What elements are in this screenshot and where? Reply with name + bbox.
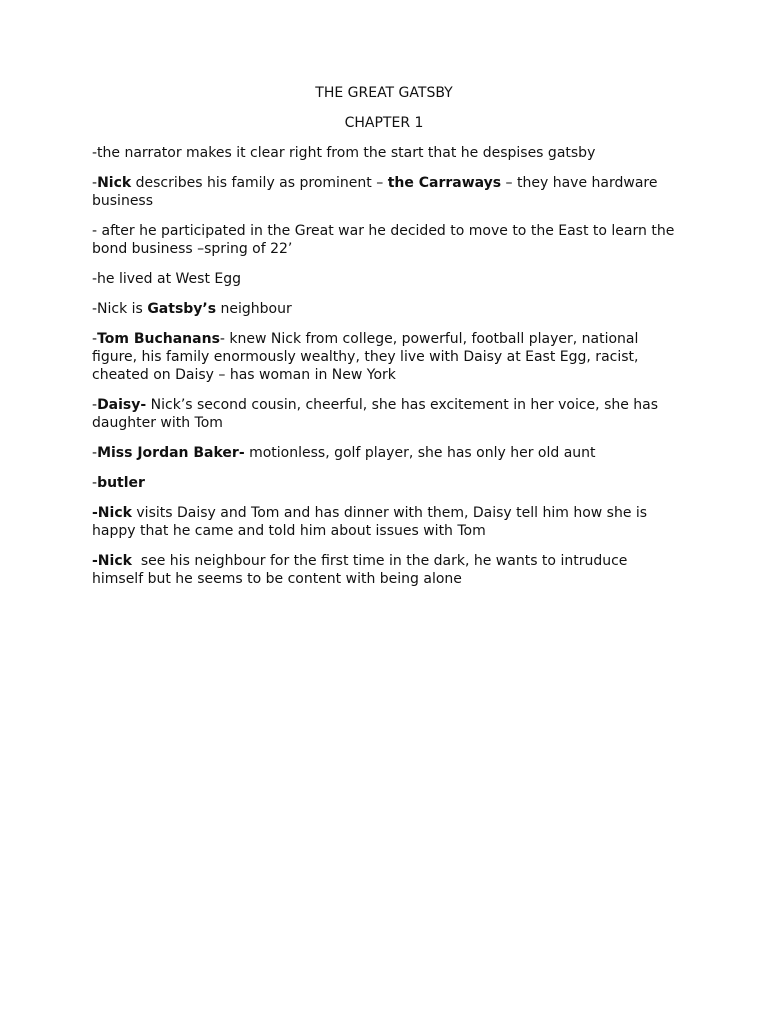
text-run: motionless, golf player, she has only her old aunt [244,445,596,461]
text-run: -Nick is [92,301,148,317]
note-paragraph [92,144,682,162]
note-paragraph [92,300,682,318]
note-paragraph [92,330,682,384]
bold-text-run: Nick [97,175,132,191]
text-run: - [92,445,98,461]
text-run: – they have hardware business [92,175,662,209]
text-run: - after he participated in the Great war he decided to move to the East to learn the bond business –spring of 22’ [92,223,679,257]
bold-text-run: -Nick [92,553,132,569]
note-paragraph [92,474,682,492]
document-title: THE GREAT GATSBY [315,85,453,101]
note-paragraph [92,444,682,462]
text-run: Nick’s second cousin, cheerful, she has excitement in her voice, she has daughter with Tom [92,397,663,431]
text-run: neighbour [216,301,292,317]
bold-text-run: Tom Buchanans [97,331,220,347]
document-body [92,84,682,600]
note-paragraph [92,396,682,432]
note-paragraph [92,174,682,210]
text-run: - [92,331,98,347]
bold-text-run: Miss Jordan Baker- [97,445,245,461]
text-run: - [92,175,98,191]
note-paragraph [92,222,682,258]
chapter-heading: CHAPTER 1 [344,115,424,131]
text-run: - [92,475,98,491]
bold-text-run: -Nick [92,505,132,521]
bold-text-run: butler [97,475,145,491]
bold-text-run: the Carraways [387,175,502,191]
note-paragraph [92,504,682,540]
bold-text-run: Daisy- [97,397,147,413]
notes-list [92,144,682,588]
text-run: - knew Nick from college, powerful, football player, national figure, his family enormously wealthy, they live with Daisy at East Egg, racist, cheated on Daisy – has woman in New York [92,331,643,383]
text-run: describes his family as prominent – [131,175,388,191]
note-paragraph [92,552,682,588]
text-run: - [92,397,98,413]
text-run: -he lived at West Egg [92,271,242,287]
note-paragraph [92,270,682,288]
text-run: see his neighbour for the first time in the dark, he wants to intruduce himself but he seems to be content with being alone [92,553,632,587]
text-run: visits Daisy and Tom and has dinner with them, Daisy tell him how she is happy that he came and told him about issues with Tom [92,505,652,539]
bold-text-run: Gatsby’s [147,301,217,317]
text-run: -the narrator makes it clear right from the start that he despises gatsby [92,145,596,161]
